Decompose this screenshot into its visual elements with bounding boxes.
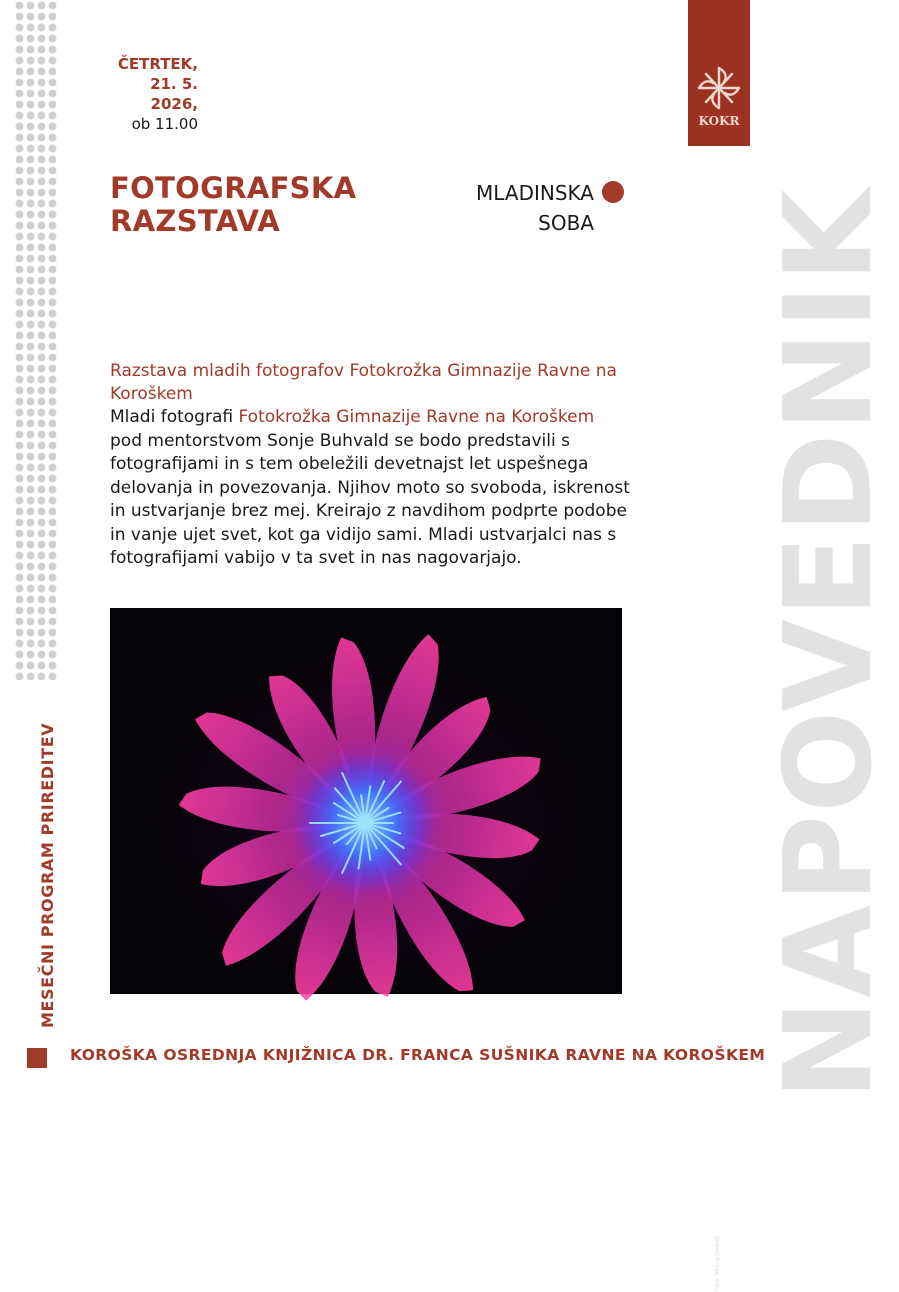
- library-logo-icon: [694, 64, 744, 112]
- side-label: MESEČNI PROGRAM PRIREDITEV: [38, 722, 57, 1028]
- library-logo: [688, 0, 750, 146]
- location-dot-icon: [602, 181, 624, 203]
- event-day: ČETRTEK,: [117, 55, 198, 73]
- footer-square-icon: [27, 1048, 47, 1068]
- description-highlight: Fotokrožka Gimnazije Ravne na Koroškem: [238, 407, 595, 427]
- photo-credit: Foto: Mojca Domej: [714, 1236, 721, 1292]
- event-title-line1: FOTOGRAFSKA: [110, 171, 357, 205]
- event-time: ob 11.00: [131, 115, 198, 133]
- event-date-value: 21. 5. 2026,: [150, 75, 198, 113]
- event-title: [110, 172, 390, 238]
- event-location: [430, 178, 594, 238]
- event-location-line2: SOBA: [538, 211, 594, 235]
- watermark-text: NAPOVEDNIK: [760, 187, 899, 1100]
- description-body: pod mentorstvom Sonje Buhvald se bodo predstavili s fotografijami in s tem obeležili devetnajst let uspešnega delovanja in povezovanja. Njihov moto so svoboda, iskrenost in ustvarjanje brez mej. Kreirajo z navdihom podprte podobe in vanje ujet svet, kot ga vidijo sami. Mladi ustvarjalci nas s fotografijami vabijo v ta svet in nas nagovarjajo.: [110, 430, 630, 568]
- decorative-dot-pattern: [14, 0, 58, 680]
- event-date: [110, 54, 198, 134]
- description-prefix: Mladi fotografi: [110, 407, 239, 427]
- logo-text: KOKR: [698, 114, 740, 128]
- event-subtitle: Razstava mladih fotografov Fotokrožka Gimnazije Ravne na Koroškem: [110, 361, 617, 404]
- event-location-line1: MLADINSKA: [476, 181, 594, 205]
- footer-library-name: KOROŠKA OSREDNJA KNJIŽNICA DR. FRANCA SUŠNIKA RAVNE NA KOROŠKEM: [70, 1046, 766, 1064]
- flower-photo: [110, 608, 622, 994]
- event-description: [110, 406, 630, 571]
- event-title-line2: RAZSTAVA: [110, 204, 281, 238]
